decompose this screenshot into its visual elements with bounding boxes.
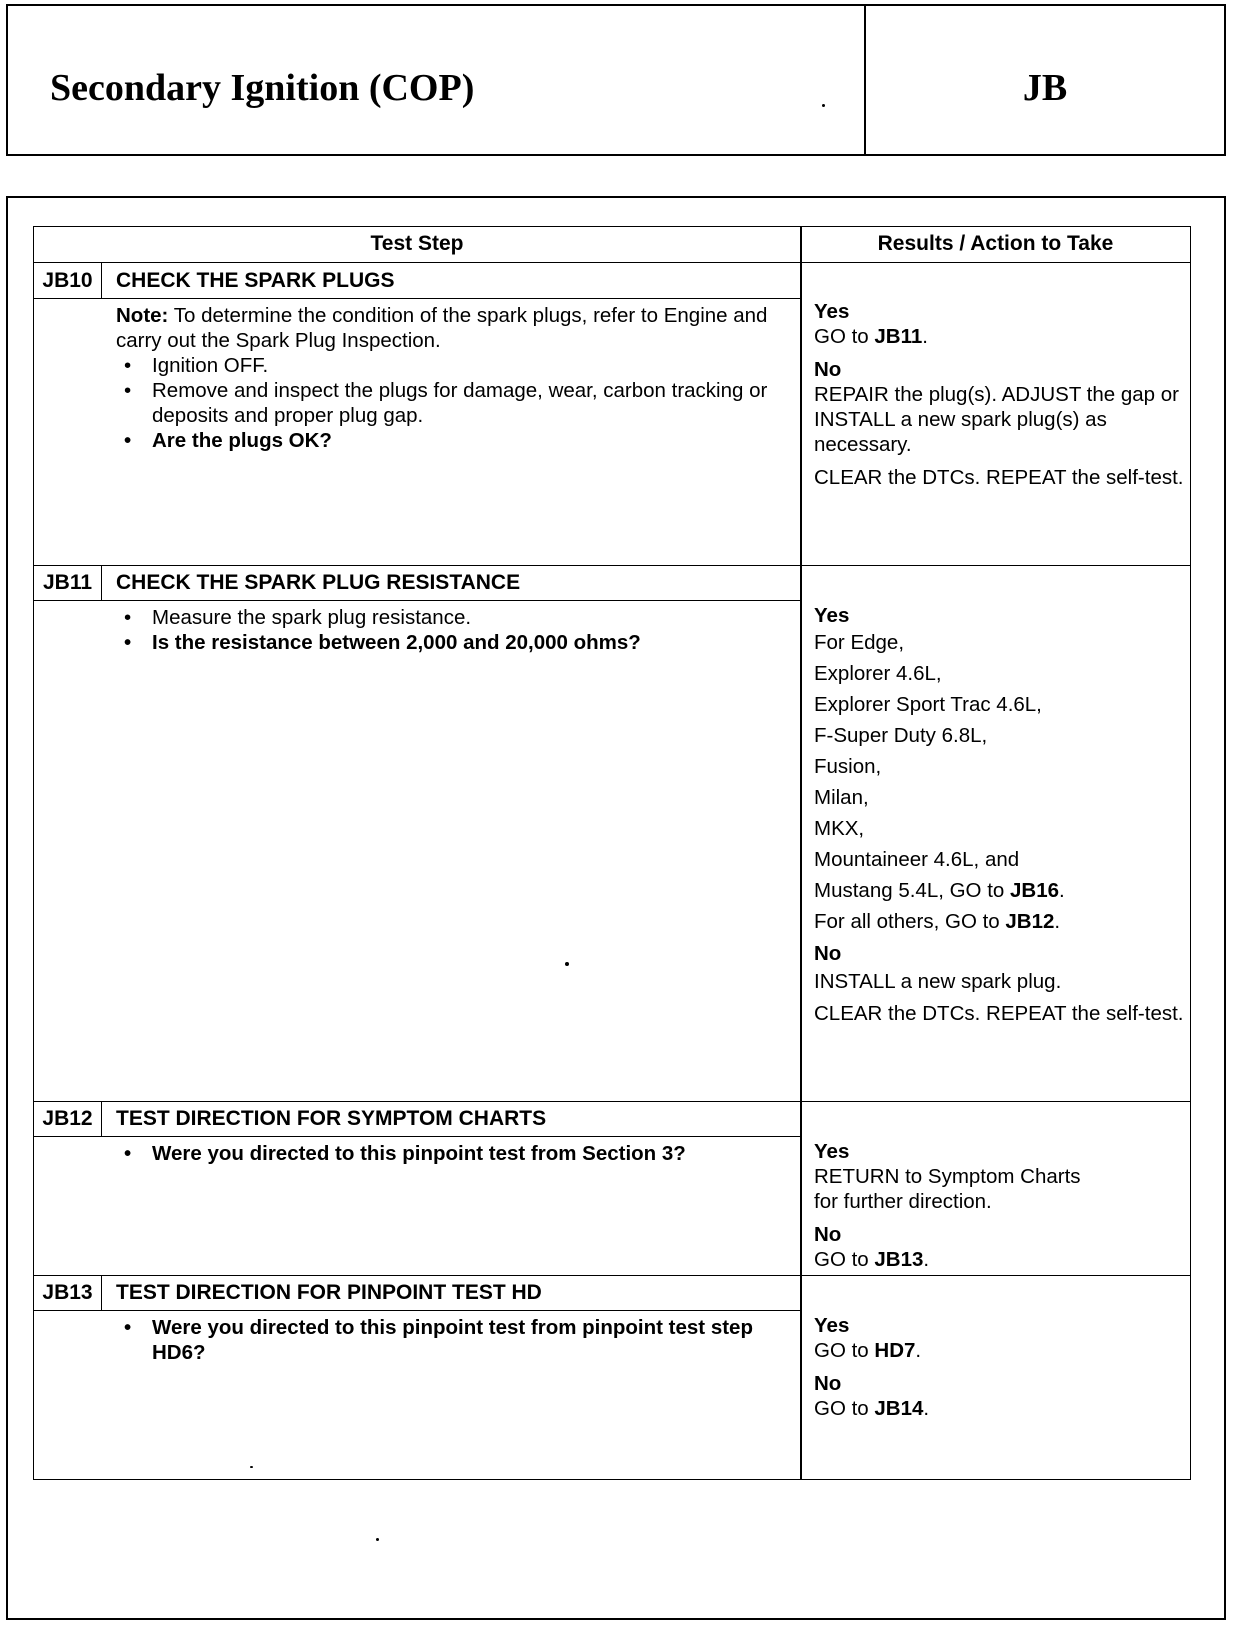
step-link-jb12[interactable]: JB12 xyxy=(1005,910,1055,933)
vehicle-line: MKX, xyxy=(814,817,865,840)
yes-label: Yes xyxy=(814,300,850,323)
others-text: For all others, GO to xyxy=(814,910,1006,933)
scan-speck xyxy=(822,104,825,107)
step-title: CHECK THE SPARK PLUG RESISTANCE xyxy=(116,571,521,594)
test-step-table xyxy=(33,226,1191,1480)
step-header xyxy=(34,565,801,601)
step-id: JB10 xyxy=(34,263,102,298)
yes-label: Yes xyxy=(814,1314,850,1337)
scan-speck xyxy=(250,1466,253,1468)
step-results xyxy=(814,605,1184,1026)
step-jb11 xyxy=(34,565,1190,1102)
step-link-jb13[interactable]: JB13 xyxy=(874,1248,924,1271)
step-link-jb16[interactable]: JB16 xyxy=(1010,879,1060,902)
vehicle-line: Fusion, xyxy=(814,755,882,778)
step-title: TEST DIRECTION FOR PINPOINT TEST HD xyxy=(116,1281,542,1304)
step-instructions xyxy=(116,303,796,453)
list-item: • Is the resistance between 2,000 and 20,000 ohms? xyxy=(116,630,796,655)
table-header-row xyxy=(34,227,1190,263)
step-header xyxy=(34,1275,801,1311)
list-item: • Measure the spark plug resistance. xyxy=(116,605,796,630)
header-box xyxy=(6,4,1226,156)
step-instructions xyxy=(116,605,796,655)
yes-text: GO to xyxy=(814,1339,875,1362)
no-label: No xyxy=(814,358,842,381)
step-jb13 xyxy=(34,1275,1190,1481)
yes-label: Yes xyxy=(814,1140,850,1163)
step-header xyxy=(34,1101,801,1137)
page-title: Secondary Ignition (COP) xyxy=(50,67,475,109)
no-text: GO to xyxy=(814,1397,875,1420)
scan-speck xyxy=(376,1538,379,1541)
yes-action: GO to JB11. xyxy=(814,325,928,348)
mustang-action: Mustang 5.4L, GO to JB16. xyxy=(814,879,1065,902)
bullet-list xyxy=(116,605,796,655)
no-label: No xyxy=(814,942,842,965)
list-item: • Are the plugs OK? xyxy=(116,428,796,453)
vehicle-line: Explorer Sport Trac 4.6L, xyxy=(814,693,1042,716)
step-header xyxy=(34,263,801,299)
note xyxy=(116,303,796,353)
section-code: JB xyxy=(1022,67,1068,109)
list-item: • Were you directed to this pinpoint test from Section 3? xyxy=(116,1141,796,1166)
step-title: TEST DIRECTION FOR SYMPTOM CHARTS xyxy=(116,1107,547,1130)
step-id: JB12 xyxy=(34,1101,102,1136)
step-jb10 xyxy=(34,263,1190,566)
no-action: GO to JB14. xyxy=(814,1397,930,1420)
note-text: To determine the condition of the spark plugs, refer to Engine and carry out the Spark Plug Inspection. xyxy=(116,304,768,352)
step-results xyxy=(814,1313,1184,1421)
note-label: Note: xyxy=(116,304,169,327)
scan-speck xyxy=(565,962,569,966)
bullet-list xyxy=(116,353,796,453)
mustang-text: Mustang 5.4L, GO to xyxy=(814,879,1010,902)
no-action: GO to JB13. xyxy=(814,1248,930,1271)
no-action-2: CLEAR the DTCs. REPEAT the self-test. xyxy=(814,466,1184,489)
others-action: For all others, GO to JB12. xyxy=(814,910,1061,933)
vehicle-line: Explorer 4.6L, xyxy=(814,662,942,685)
yes-action: RETURN to Symptom Charts for further direction. xyxy=(814,1165,1081,1213)
list-item: • Remove and inspect the plugs for damage, wear, carbon tracking or deposits and proper plug gap. xyxy=(116,378,796,428)
step-results xyxy=(814,1139,1094,1272)
no-action-2: CLEAR the DTCs. REPEAT the self-test. xyxy=(814,1002,1184,1025)
vehicle-line: Milan, xyxy=(814,786,869,809)
step-jb12 xyxy=(34,1101,1190,1276)
step-link-jb14[interactable]: JB14 xyxy=(874,1397,924,1420)
yes-label: Yes xyxy=(814,604,850,627)
vehicle-line: For Edge, xyxy=(814,631,905,654)
vehicle-line: F-Super Duty 6.8L, xyxy=(814,724,988,747)
step-instructions xyxy=(116,1315,796,1365)
header-test-step: Test Step xyxy=(370,232,464,255)
no-text: GO to xyxy=(814,1248,875,1271)
header-results: Results / Action to Take xyxy=(877,232,1114,255)
no-action: REPAIR the plug(s). ADJUST the gap or INSTALL a new spark plug(s) as necessary. xyxy=(814,383,1179,456)
step-link-jb11[interactable]: JB11 xyxy=(874,325,923,348)
step-instructions xyxy=(116,1141,796,1166)
bullet-list xyxy=(116,1315,796,1365)
bullet-list xyxy=(116,1141,796,1166)
no-label: No xyxy=(814,1372,842,1395)
step-id: JB11 xyxy=(34,565,102,600)
no-action: INSTALL a new spark plug. xyxy=(814,970,1062,993)
vehicle-line: Mountaineer 4.6L, and xyxy=(814,848,1020,871)
yes-text: GO to xyxy=(814,325,875,348)
step-link-hd7[interactable]: HD7 xyxy=(874,1339,916,1362)
step-results xyxy=(814,299,1184,490)
yes-action: GO to HD7. xyxy=(814,1339,922,1362)
step-id: JB13 xyxy=(34,1275,102,1310)
no-label: No xyxy=(814,1223,842,1246)
step-title: CHECK THE SPARK PLUGS xyxy=(116,269,395,292)
list-item: • Ignition OFF. xyxy=(116,353,796,378)
list-item: • Were you directed to this pinpoint test from pinpoint test step HD6? xyxy=(116,1315,796,1365)
